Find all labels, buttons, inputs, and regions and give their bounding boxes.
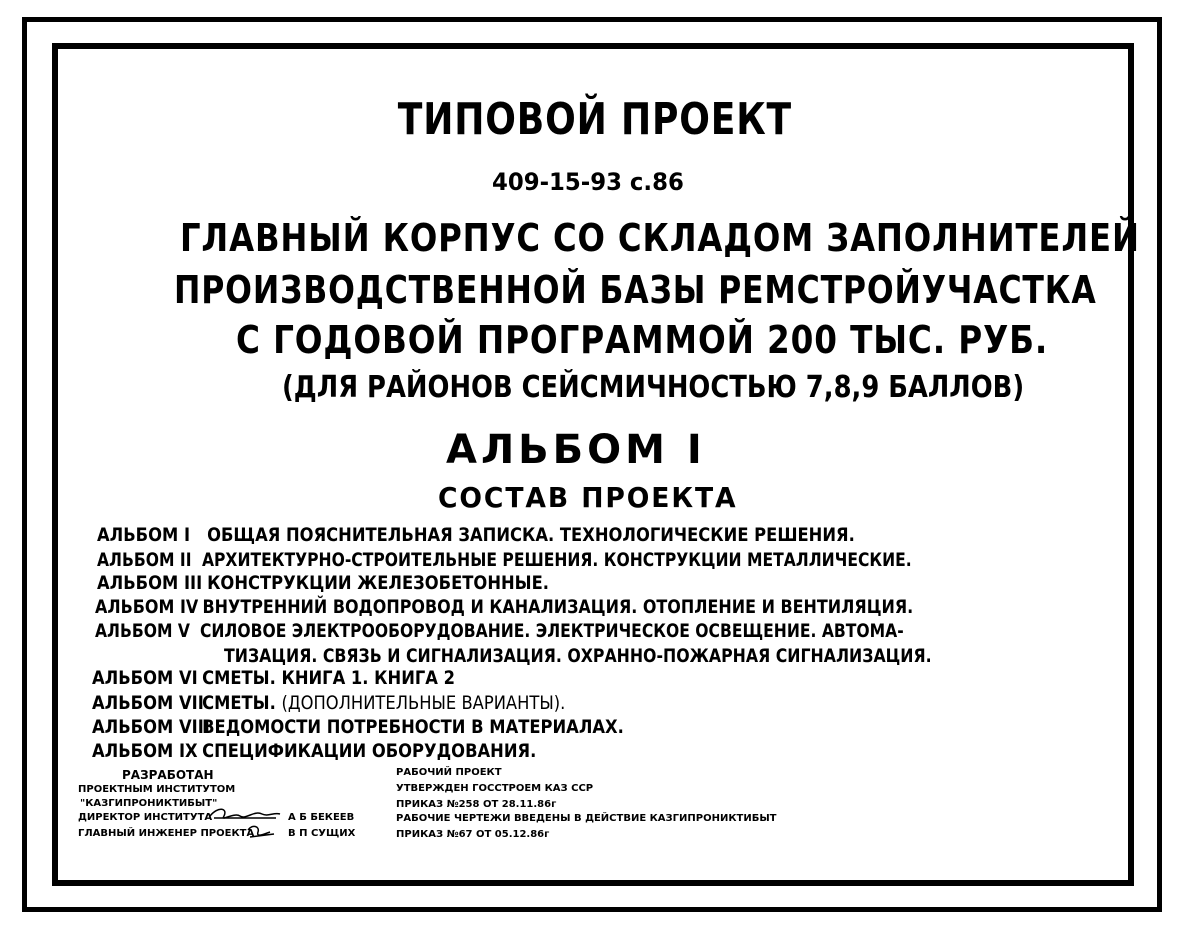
album-label: АЛЬБОМ V [95,620,190,642]
director-role: ДИРЕКТОР ИНСТИТУТА [78,812,213,823]
developer-institute: "КАЗГИПРОНИКТИБЫТ" [80,798,218,809]
composition-row [95,620,1081,642]
engineer-signature [248,826,274,837]
project-name-line-1: ГЛАВНЫЙ КОРПУС СО СКЛАДОМ ЗАПОЛНИТЕЛЕЙ [180,216,1140,260]
seismic-note: (ДЛЯ РАЙОНОВ СЕЙСМИЧНОСТЬЮ 7,8,9 БАЛЛОВ) [282,370,1025,405]
composition-row [97,549,1091,571]
project-number: 409-15-93 с.86 [492,168,684,196]
album-note: (ДОПОЛНИТЕЛЬНЫЕ ВАРИАНТЫ). [281,692,566,714]
order-line-2: ПРИКАЗ №67 ОТ 05.12.86г [396,829,550,840]
director-signature [210,809,280,818]
album-label: АЛЬБОМ II [97,549,192,571]
album-description: КОНСТРУКЦИИ ЖЕЛЕЗОБЕТОННЫЕ. [207,572,549,594]
album-description: СМЕТЫ. [202,692,276,714]
project-name-line-3: С ГОДОВОЙ ПРОГРАММОЙ 200 ТЫС. РУБ. [236,318,1049,362]
album-description: ВНУТРЕННИЙ ВОДОПРОВОД И КАНАЛИЗАЦИЯ. ОТОПЛЕНИЕ И ВЕНТИЛЯЦИЯ. [202,596,914,618]
signatures-image [204,804,282,844]
album-label: АЛЬБОМ VIII [92,716,210,738]
album-description: СПЕЦИФИКАЦИИ ОБОРУДОВАНИЯ. [202,740,537,762]
composition-title: СОСТАВ ПРОЕКТА [438,481,738,514]
album-label: АЛЬБОМ VI [92,667,198,689]
album-description: ОБЩАЯ ПОЯСНИТЕЛЬНАЯ ЗАПИСКА. ТЕХНОЛОГИЧЕСКИЕ РЕШЕНИЯ. [207,524,855,546]
album-label: АЛЬБОМ I [97,524,191,546]
approval-line: УТВЕРЖДЕН ГОССТРОЕМ КАЗ ССР [396,783,594,794]
album-label: АЛЬБОМ IX [92,740,198,762]
album-label: АЛЬБОМ III [97,572,203,594]
album-label: АЛЬБОМ IV [95,596,199,618]
working-project-line: РАБОЧИЙ ПРОЕКТ [396,767,502,778]
order-line: ПРИКАЗ №258 ОТ 28.11.86г [396,799,557,810]
chief-engineer-name: В П СУЩИХ [288,828,356,839]
composition-row [97,572,623,594]
album-description: СИЛОВОЕ ЭЛЕКТРООБОРУДОВАНИЕ. ЭЛЕКТРИЧЕСКОЕ ОСВЕЩЕНИЕ. АВТОМА- [199,620,904,642]
chief-engineer-role: ГЛАВНЫЙ ИНЖЕНЕР ПРОЕКТА [78,828,255,839]
project-name-line-2: ПРОИЗВОДСТВЕННОЙ БАЗЫ РЕМСТРОЙУЧАСТКА [174,268,1097,312]
album-label: АЛЬБОМ VII [92,692,204,714]
composition-row [92,716,710,738]
developer-line: ПРОЕКТНЫМ ИНСТИТУТОМ [78,784,236,795]
composition-row [95,596,1069,618]
enactment-line: РАБОЧИЕ ЧЕРТЕЖИ ВВЕДЕНЫ В ДЕЙСТВИЕ КАЗГИПРОНИКТИБЫТ [396,813,777,824]
album-description-continued: ТИЗАЦИЯ. СВЯЗЬ И СИГНАЛИЗАЦИЯ. ОХРАННО-ПОЖАРНАЯ СИГНАЛИЗАЦИЯ. [224,645,932,667]
document-title: ТИПОВОЙ ПРОЕКТ [397,94,792,145]
album-heading: АЛЬБОМ I [446,427,706,473]
album-description: АРХИТЕКТУРНО-СТРОИТЕЛЬНЫЕ РЕШЕНИЯ. КОНСТРУКЦИИ МЕТАЛЛИЧЕСКИЕ. [201,549,912,571]
director-name: А Б БЕКЕЕВ [288,812,355,823]
composition-row [92,740,609,762]
composition-row [92,692,642,714]
composition-row [92,667,514,689]
album-description: ВЕДОМОСТИ ПОТРЕБНОСТИ В МАТЕРИАЛАХ. [202,716,624,738]
album-description: СМЕТЫ. КНИГА 1. КНИГА 2 [202,667,456,689]
developer-title: РАЗРАБОТАН [122,768,214,782]
composition-row [97,524,978,546]
